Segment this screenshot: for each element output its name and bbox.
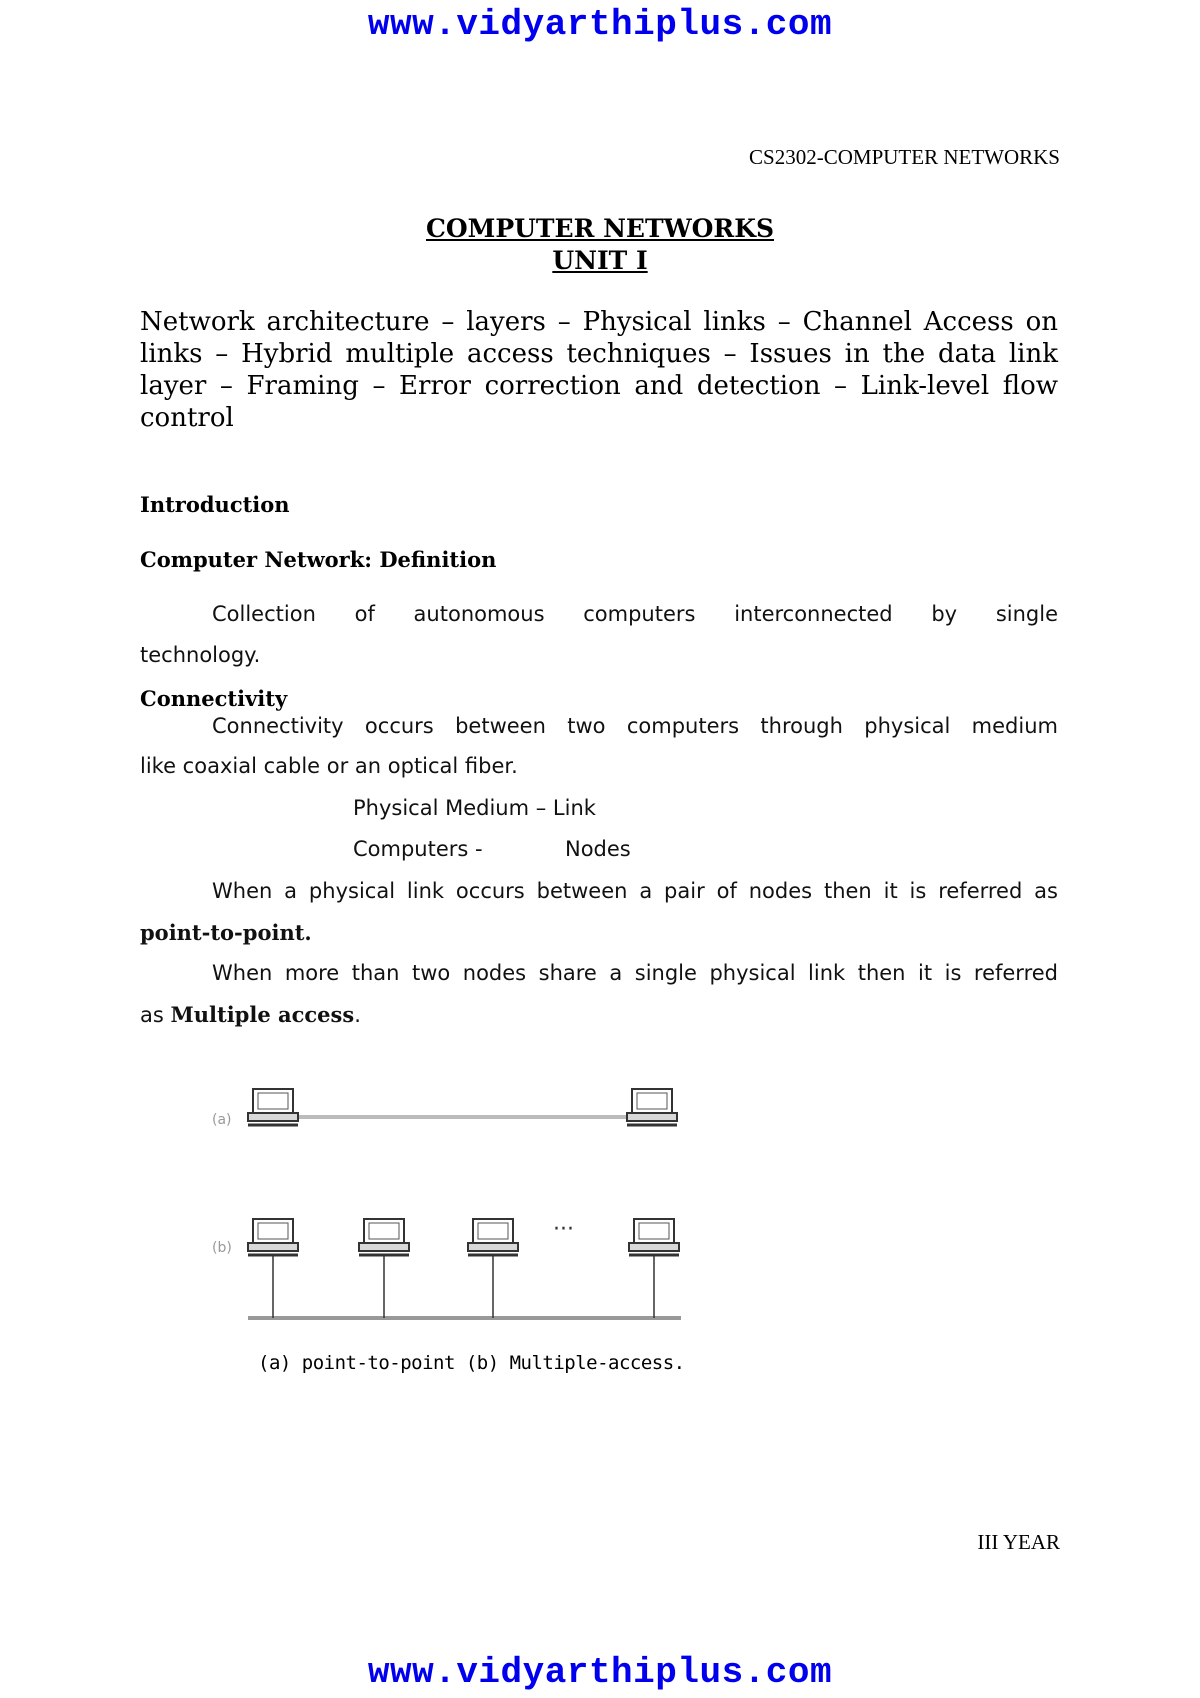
definition-line-2: technology. [140, 643, 261, 667]
point-to-point-term: point-to-point. [140, 920, 312, 945]
figure-caption: (a) point-to-point (b) Multiple-access. [258, 1352, 685, 1374]
computer-icon-b4 [629, 1219, 679, 1255]
unit-title: UNIT I [552, 246, 648, 275]
figure-label-a: (a) [212, 1112, 232, 1128]
computer-icon-a1 [248, 1089, 298, 1125]
point-to-point-line: When a physical link occurs between a pair of nodes then it is referred as [212, 879, 1058, 903]
course-header: CS2302-COMPUTER NETWORKS [749, 145, 1060, 169]
computer-icon-b2 [359, 1219, 409, 1255]
definition-heading: Computer Network: Definition [140, 547, 497, 572]
watermark-bottom[interactable]: www.vidyarthiplus.com [367, 1652, 833, 1693]
page-title: COMPUTER NETWORKS [425, 214, 774, 243]
watermark-top[interactable]: www.vidyarthiplus.com [367, 4, 833, 45]
multiple-access-term-line [140, 1002, 361, 1027]
definition-line-1: Collection of autonomous computers interconnected by single [212, 602, 1058, 626]
multiple-access-line: When more than two nodes share a single physical link then it is referred [212, 961, 1058, 985]
figure-label-b: (b) [212, 1240, 232, 1256]
computer-icon-b1 [248, 1219, 298, 1255]
computer-icon-a2 [627, 1089, 677, 1125]
mapping-nodes-right: Nodes [565, 837, 631, 861]
multiple-access-suffix: . [354, 1003, 361, 1027]
point-to-point-term-line [140, 920, 312, 945]
connectivity-heading: Connectivity [140, 686, 288, 711]
introduction-heading: Introduction [140, 492, 290, 517]
mapping-nodes-left: Computers - [353, 837, 483, 861]
multiple-access-prefix: as [140, 1003, 164, 1027]
computer-icon-b3 [468, 1219, 518, 1255]
multiple-access-term: Multiple access [170, 1002, 355, 1027]
mapping-link: Physical Medium – Link [353, 796, 596, 820]
footer-year: III YEAR [977, 1530, 1060, 1554]
figure-ellipsis: ··· [553, 1217, 574, 1242]
connectivity-line-2: like coaxial cable or an optical fiber. [140, 754, 518, 778]
connectivity-line-1: Connectivity occurs between two computers through physical medium [212, 714, 1058, 738]
syllabus-paragraph: Network architecture – layers – Physical links – Channel Access on links – Hybrid multiple access techniques – Issues in the data link layer – Framing – Error correction and detection – Link-level flow control [140, 307, 1058, 433]
